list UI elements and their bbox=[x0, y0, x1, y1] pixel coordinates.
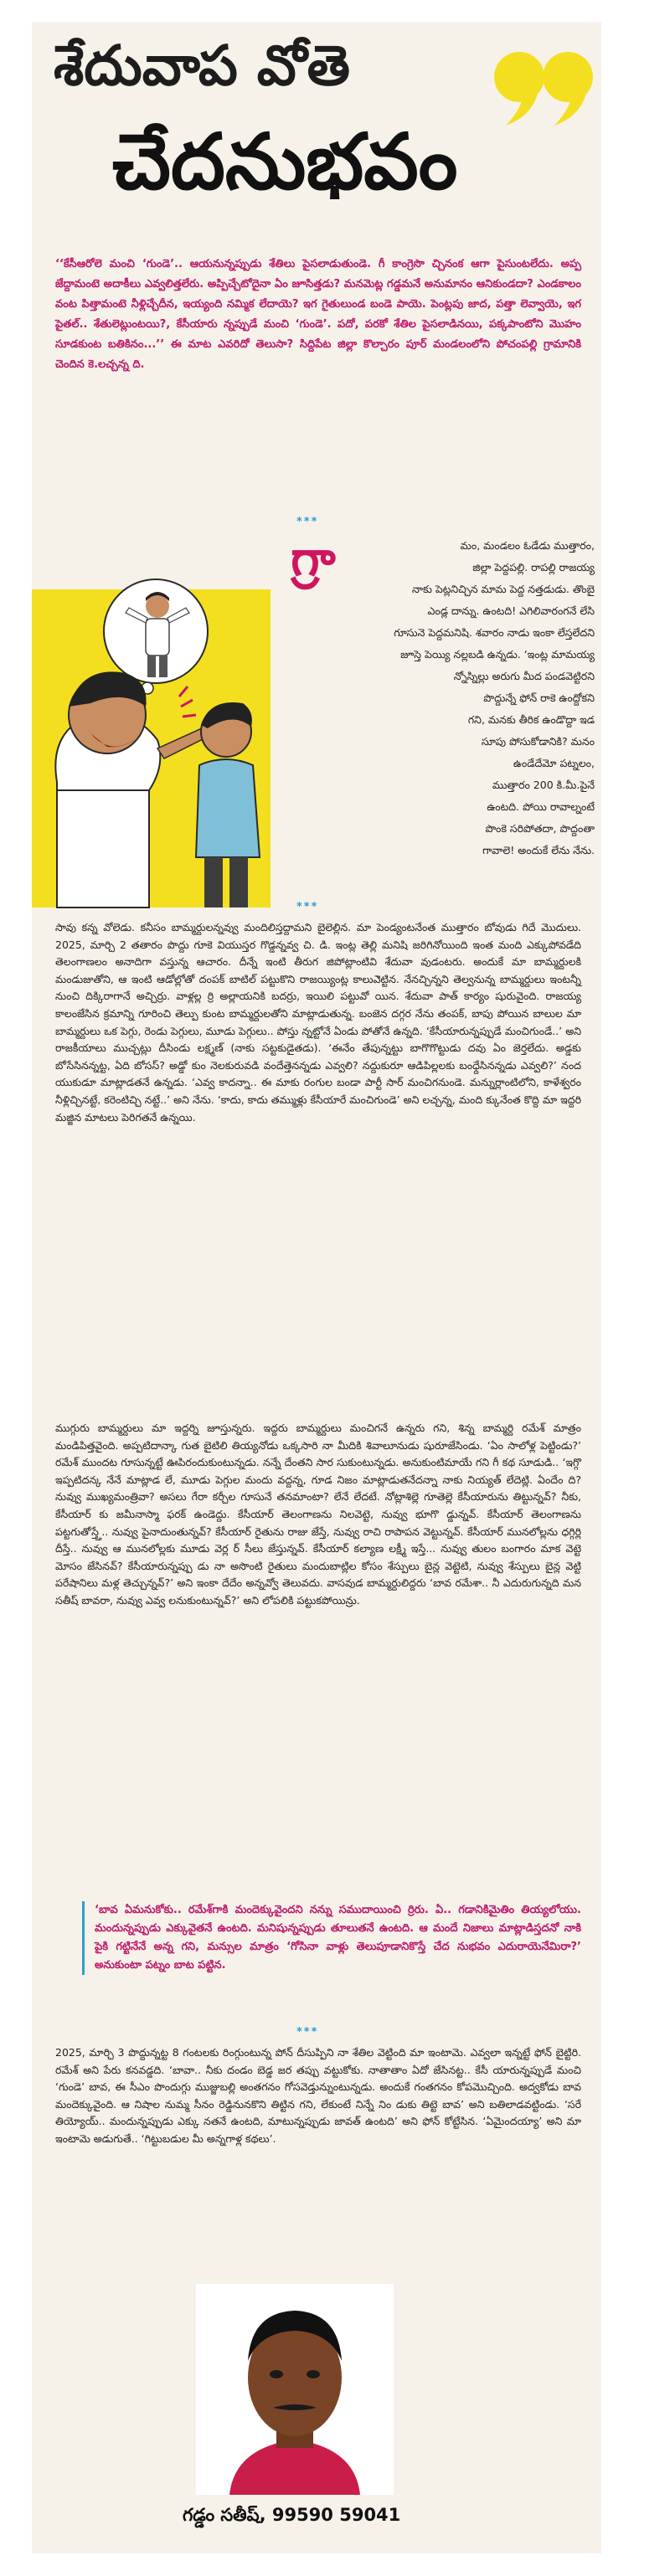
section-separator: *** bbox=[296, 901, 319, 913]
para1-line: ఉండేదేమో పట్నలం, bbox=[513, 757, 595, 769]
para1-line: జూస్తె పెయ్యి నల్లబడి ఉన్నడు. ‘ఇంట్ల మామయ్య bbox=[400, 648, 595, 661]
para1-line: మం, మండలం ఓడేడు ముత్తారం, bbox=[460, 539, 595, 552]
para1-line: గూసునె పెద్దమనిషి. శవారం నాడు ఇంకా లేస్తలేదని bbox=[394, 626, 595, 639]
cartoon-illustration bbox=[32, 539, 283, 924]
para1-line: గావాలె! అందుకే లేను నేను. bbox=[482, 844, 595, 856]
section-separator: *** bbox=[296, 2026, 319, 2039]
para1-line: నాకు పెట్లనిచ్చిన మామ పెద్ద నత్తడుడు. తొంబై bbox=[411, 583, 595, 595]
author-photo bbox=[196, 2284, 394, 2495]
first-paragraph bbox=[283, 532, 595, 951]
article-page bbox=[32, 22, 601, 2553]
para1-line: ఎండ్ల దాన్ను. ఉంటది! ఎగిలివారంగనే లేసి bbox=[427, 604, 595, 617]
intro-paragraph: ‘‘కేసీఆరోలె మంచి ‘గుండె’.. ఆయనున్నప్పుడు శేతిలు పైసలాడుతుండె. గీ కాంగ్రెసొ చ్చినంక ఆగా పైసుంటలేదు. అప్ప జేద్దామంటె అదాకీలు ఎవ్వలిత్తలేరు. అప్పిచ్చేటోదైనా ఏం జూసిత్తడు? మనమెట్ల గడ్డమనే అనుమానం ఆనికుండదా? ఎండకాలం వంట పిత్తామంటె నీళ్లిచ్చేదీన, ఇయ్యంది నమ్మిక లేదాయె? ఇగ గైతులుండ బండె పాయె. పెంట్లపు జాద, పత్తా లెవ్వాయె, ఇగ పైతల్‌.. శేతులెట్లుంటయి?, కేసీయారు న్నప్పుడే మంచి ‘గుండె’. పదో, పరకో శేతిల పైసలాడినయి, పక్కపాంటోని మొహం సూడకుంట బతికినం...’’ ఈ మాట ఎవరిదో తెలుసా? సిద్దిపేట జిల్లా కొల్చారం పూర్ మండలంలోని పోచంపల్లి గ్రామానికి చెందిన కె.లచ్చన్న ది. bbox=[55, 258, 581, 371]
para1-line: ఉంటది. పోయి రావాల్నంటే bbox=[487, 800, 595, 813]
para1-line: పొద్దున్నే ఫోన్ రాకె ఉంద్దోకని bbox=[483, 692, 595, 704]
para1-line: సూపు పోసుకోడానికి? మనం bbox=[481, 735, 595, 748]
pull-quote: ‘బావ ఏమనుకోకు.. రమేశ్‌గాకి మందెక్కువైందని నన్ను సముదాయించి ర్రిరు. ఏ.. గడానికిమైతిం తియ్యలోయు. మందున్నప్పుడు ఎక్కువైతనే ఉంటది. మనిషున్నప్పుడు తూలుతనే ఉంటది. ఆ మందే నిజాలు మాట్లాడిస్తదనో నాకి పైకి గట్టినేనే అన్న గని, మన్సుల మాత్రం ‘గోసినా వాళ్లు తెలుపూడానికొస్తే చేద నుభవం ఎదురాయెనేమిరా?’ అనుకుంటా పట్నం బాట పట్టిన. bbox=[82, 1901, 581, 1975]
para1-line: పొంకె సరిపోతదా, పొద్దంతా bbox=[485, 822, 595, 835]
para1-line: న్నోస్నిల్లు అరుగు మీద పండవెట్టిరని bbox=[453, 670, 595, 682]
body-paragraph-4: 2025, మార్చి 3 పొద్దున్నట్ట 8 గంటలకు రింగ్గుంటున్న పోన్ దీసుప్పిని నా శేతిల వెట్టింది మా ఇంటామె. ఎవ్వలా ఇన్నట్టే ఫోన్ బైట్టిరి. రమేశ్ అని పేరు కనవడ్డది. ‘బావా.. నీకు దండం బెడ్డ జర తప్పు వట్టుకోకు. నాతాతాం ఏదో జేసినట్ట.. కేసీ యారున్నప్పుడే మంచి ‘గుండె’ బావ, ఈ సీఎం పొందుగ్గు ముజ్జుబల్లి అంతగనం గోసవెడ్తున్నుంటున్నడు. అందుకే గంతగనం కోపమొచ్చింది. అద్వకోడు బావ మందెక్కువైంది. ఆ నిషాల నుమ్మ సీనం రెడ్డినునకొని తిట్టిన గని, లేకుంటే నిన్నే నిం డుకు తిట్టె బావ’ అని బతిలాడవట్టిండు. ‘సరే తియ్యోయ్‌.. మందున్నప్పుడు ఎక్కు నతనే ఉంటది, మాటున్నప్పుడు జావత్ ఉంటది’ అని ఫోన్ కోట్టేసిన. ‘ఏమైందయ్యా’ అని మా ఇంటామె అడుగుతే.. ‘గిట్టుబడుల మీ అన్నగాళ్ల కథలు’. bbox=[55, 2046, 581, 2145]
para1-line: జిల్లా పెద్దపల్లి. రాపల్లి రాజయ్య bbox=[472, 561, 595, 573]
body-paragraph-3: ముగ్గురు బామ్మర్దులు మా ఇద్దర్ని జూస్తున్నరు. ఇద్దరు బామ్మర్దులు మంచిగనే ఉన్నరు గని, శిన్న బామ్మర్ది రమేశ్ మాత్రం మండిపిత్తవైంది. అప్పటిదాన్కా గుత బైటిలి తియ్యనోడు ఒక్కసారి నా మీదికి శివాలూనుడు షురూజేసిండు. ‘ఏం సాలోళ్ల పెట్టిండు?’ రమేశ్ ముందట గూసున్నట్టే ఊపిరందుకుంటున్నడు. నన్నే దేంతని సార సుకుంటున్నడు. అనుకుంటిమాయే గని గీ కథ సూడుడి.. ‘ఇగ్గొ ఇప్పటిదన్క నేనే మాట్లాడ లే, మూడు పెగ్గుల మందు వద్దన్న, గూడ నిజం మాట్లాడుతనేదన్నా నాకు నియ్యత్‌ లేదెట్లి. ఏందేం ది? నువ్వు ముఖ్యమంత్రివా? అసలు గేరా కర్చీల గూసునే తనమాంటా? లేనే లేదటే. నోట్లాశిల్లె గూతెల్లె కేసీయారును తిట్టున్నవ్‌? నీకు, కేసీయార్ కు జమీనాస్మా ఫరక్ ఉండెద్దు. కేసీయార్ తెలంగాణను నిలవెట్టె, నువ్వు భూగొ డ్డున్నవ్. కేసీయార్ తెలంగాణను పట్టగుతోస్త్తే.. నువ్వు పైనాదుంతున్నవ్‌? కేసీయార్ రైతును రాజు జేస్తే, నువ్వు రాచి రాపాపన వెట్టున్నవ్. కేసీయార్ మునలోల్లను ధగ్గిర్లి దీస్తే.. నువ్వు ఆ మునలోల్లకు మూడు వెర్ల ర్ సీలు జేస్తున్నవ్. కేసీయార్ కల్యాణ లక్ష్మీ ఇస్తే... నువ్వు తులం బంగారం మాక వెట్టె మోసం జేసినవ్? కేసీయారున్నప్పు డు నా అసొంటి రైతులు మందుబాట్లిల కోసం శేస్పులు బైన్ల వెట్టెటి, నువ్వు శేస్పులు బైన్ల వెట్టి పరేషానిలు మళ్ల తెచ్చున్నవ్?’ అని ఇంకా దేదేం అన్నవ్వో తెలువదు. వాసవుడ బామ్మర్దులిద్దరు ‘బావ రమేశా.. నీ ఎదురుగున్నది మన సతీష్ బావరా, నువ్వు ఎవ్వ లనుకుంటున్నవ్‌?’ అని లోపలికి పట్టుకపోయిన్రు. bbox=[55, 1422, 581, 1607]
section-separator: *** bbox=[296, 516, 319, 528]
para1-line: ముత్తారం 200 కి.మీ.పైనే bbox=[492, 779, 595, 791]
quote-mark-icon bbox=[491, 47, 595, 127]
headline-line-1: శేదువాప వోతె bbox=[54, 33, 350, 98]
para1-line: గని, మనకు తీరిక ఉండొద్దా ఇడ bbox=[467, 713, 595, 726]
drop-cap: గ్రా bbox=[291, 530, 336, 587]
author-byline: గడ్డం సతీష్, 99590 59041 bbox=[183, 2505, 401, 2525]
headline-line-2: చేదనుభవం bbox=[112, 117, 458, 207]
body-paragraph-2: సావు కన్న వోలెడు. కనీసం బామ్మర్దులన్నవ్వు మందిలిస్తద్దామని బైలెల్లిన. మా పెండ్యంటనేంత ముత్తారం బోవుడు గిదే మొదులు. 2025, మార్చి 2 తతారం పొద్దు గూకె వియుస్తర గొడ్డన్నవ్వ చి. డి. ఇంట్ల తెల్లి మనిషి జరిగినోయింది ఇంత మంది ఎక్కుపోవడేది తెలంగాణలం అనాదిగా వస్తున్న ఆచారం. దీన్నే ఇంటి తీరుగ జిపోట్లాంటివి శేదువా వుడంటరు. అందుకే మా బామ్మర్దులకి మండుజుతోని, ఆ ఇంటి ఆడోల్లోతో దంపక్ బాటిల్ పట్టుకొని రాజయ్యింట్ల కాలుఎెట్టిన. నేనచ్చిన్నని తెల్వనున్న బామ్మర్దులు ఇంటన్నీ నుంచి దిక్కిరాగానే అచ్చిర్రు. వాళ్లల్ల ర్రి అల్లాయనికి బదర్రు, ఇయిలి పట్టువో యిన. శేదువా పాత్‌ కార్యం షురువైంది. రాజయ్య కాలంజేసిన క్రమాన్ని గూరించి తెల్పు కుంట బామ్మర్దులతోని మాట్లాడుతున్న. బంజెన దగ్గర నేను తంపక్, బాపు పోయిన బాలుల మా బామ్మర్దులు ఒక పెగ్గు, రెండు పెగ్గులు, మూడు పెగ్గులు.. పోస్తు న్నట్టోనే ఏండు పోతోనే ఉన్నది. ‘కేసీయారున్నప్పుడే మంచిగుండే..’ అని రాజకీయాలు ముచ్చట్లు దీసిండు లక్ష్మణ్ (నాకు సట్టకుడైతడు). ‘ఈనేం తేపున్నట్టు బాగొగొట్టుడు దవు ఏం జెర్తలేదు. అడ్డకు బోసేసినన్నట్ట, ఏది బోసస్? అడ్డో కుం నెలకురువడి వందేత్తెనన్నడు ఎవ్వలి? నద్దుకురూ ఆడిపిల్లలకు బంధ్దేసినన్నడు ఎవ్వలి?’ నంద యుకుడూ మాట్లాడతనే ఉన్నడు. ‘ఎవ్వ కాదన్నా.. ఈ మాకు రంగుల బండా పార్టీ సార్ మంచిగనుండె. మన్నుర్లాంటిలోని, కాళేశ్వరం నీళ్లిచ్చినట్టే, కరెంటిచ్చి నట్టే..’ అని నేను. ‘కాదు, కాదు తమ్ముళ్లు కేసీయారే మంచిగుండె’ అని లచ్చన్న, మంది క్కునేంత కొద్ది మా ఇద్దరి మజ్జిన మాటలు పెరిగతనే ఉన్నయి. bbox=[55, 921, 581, 1123]
